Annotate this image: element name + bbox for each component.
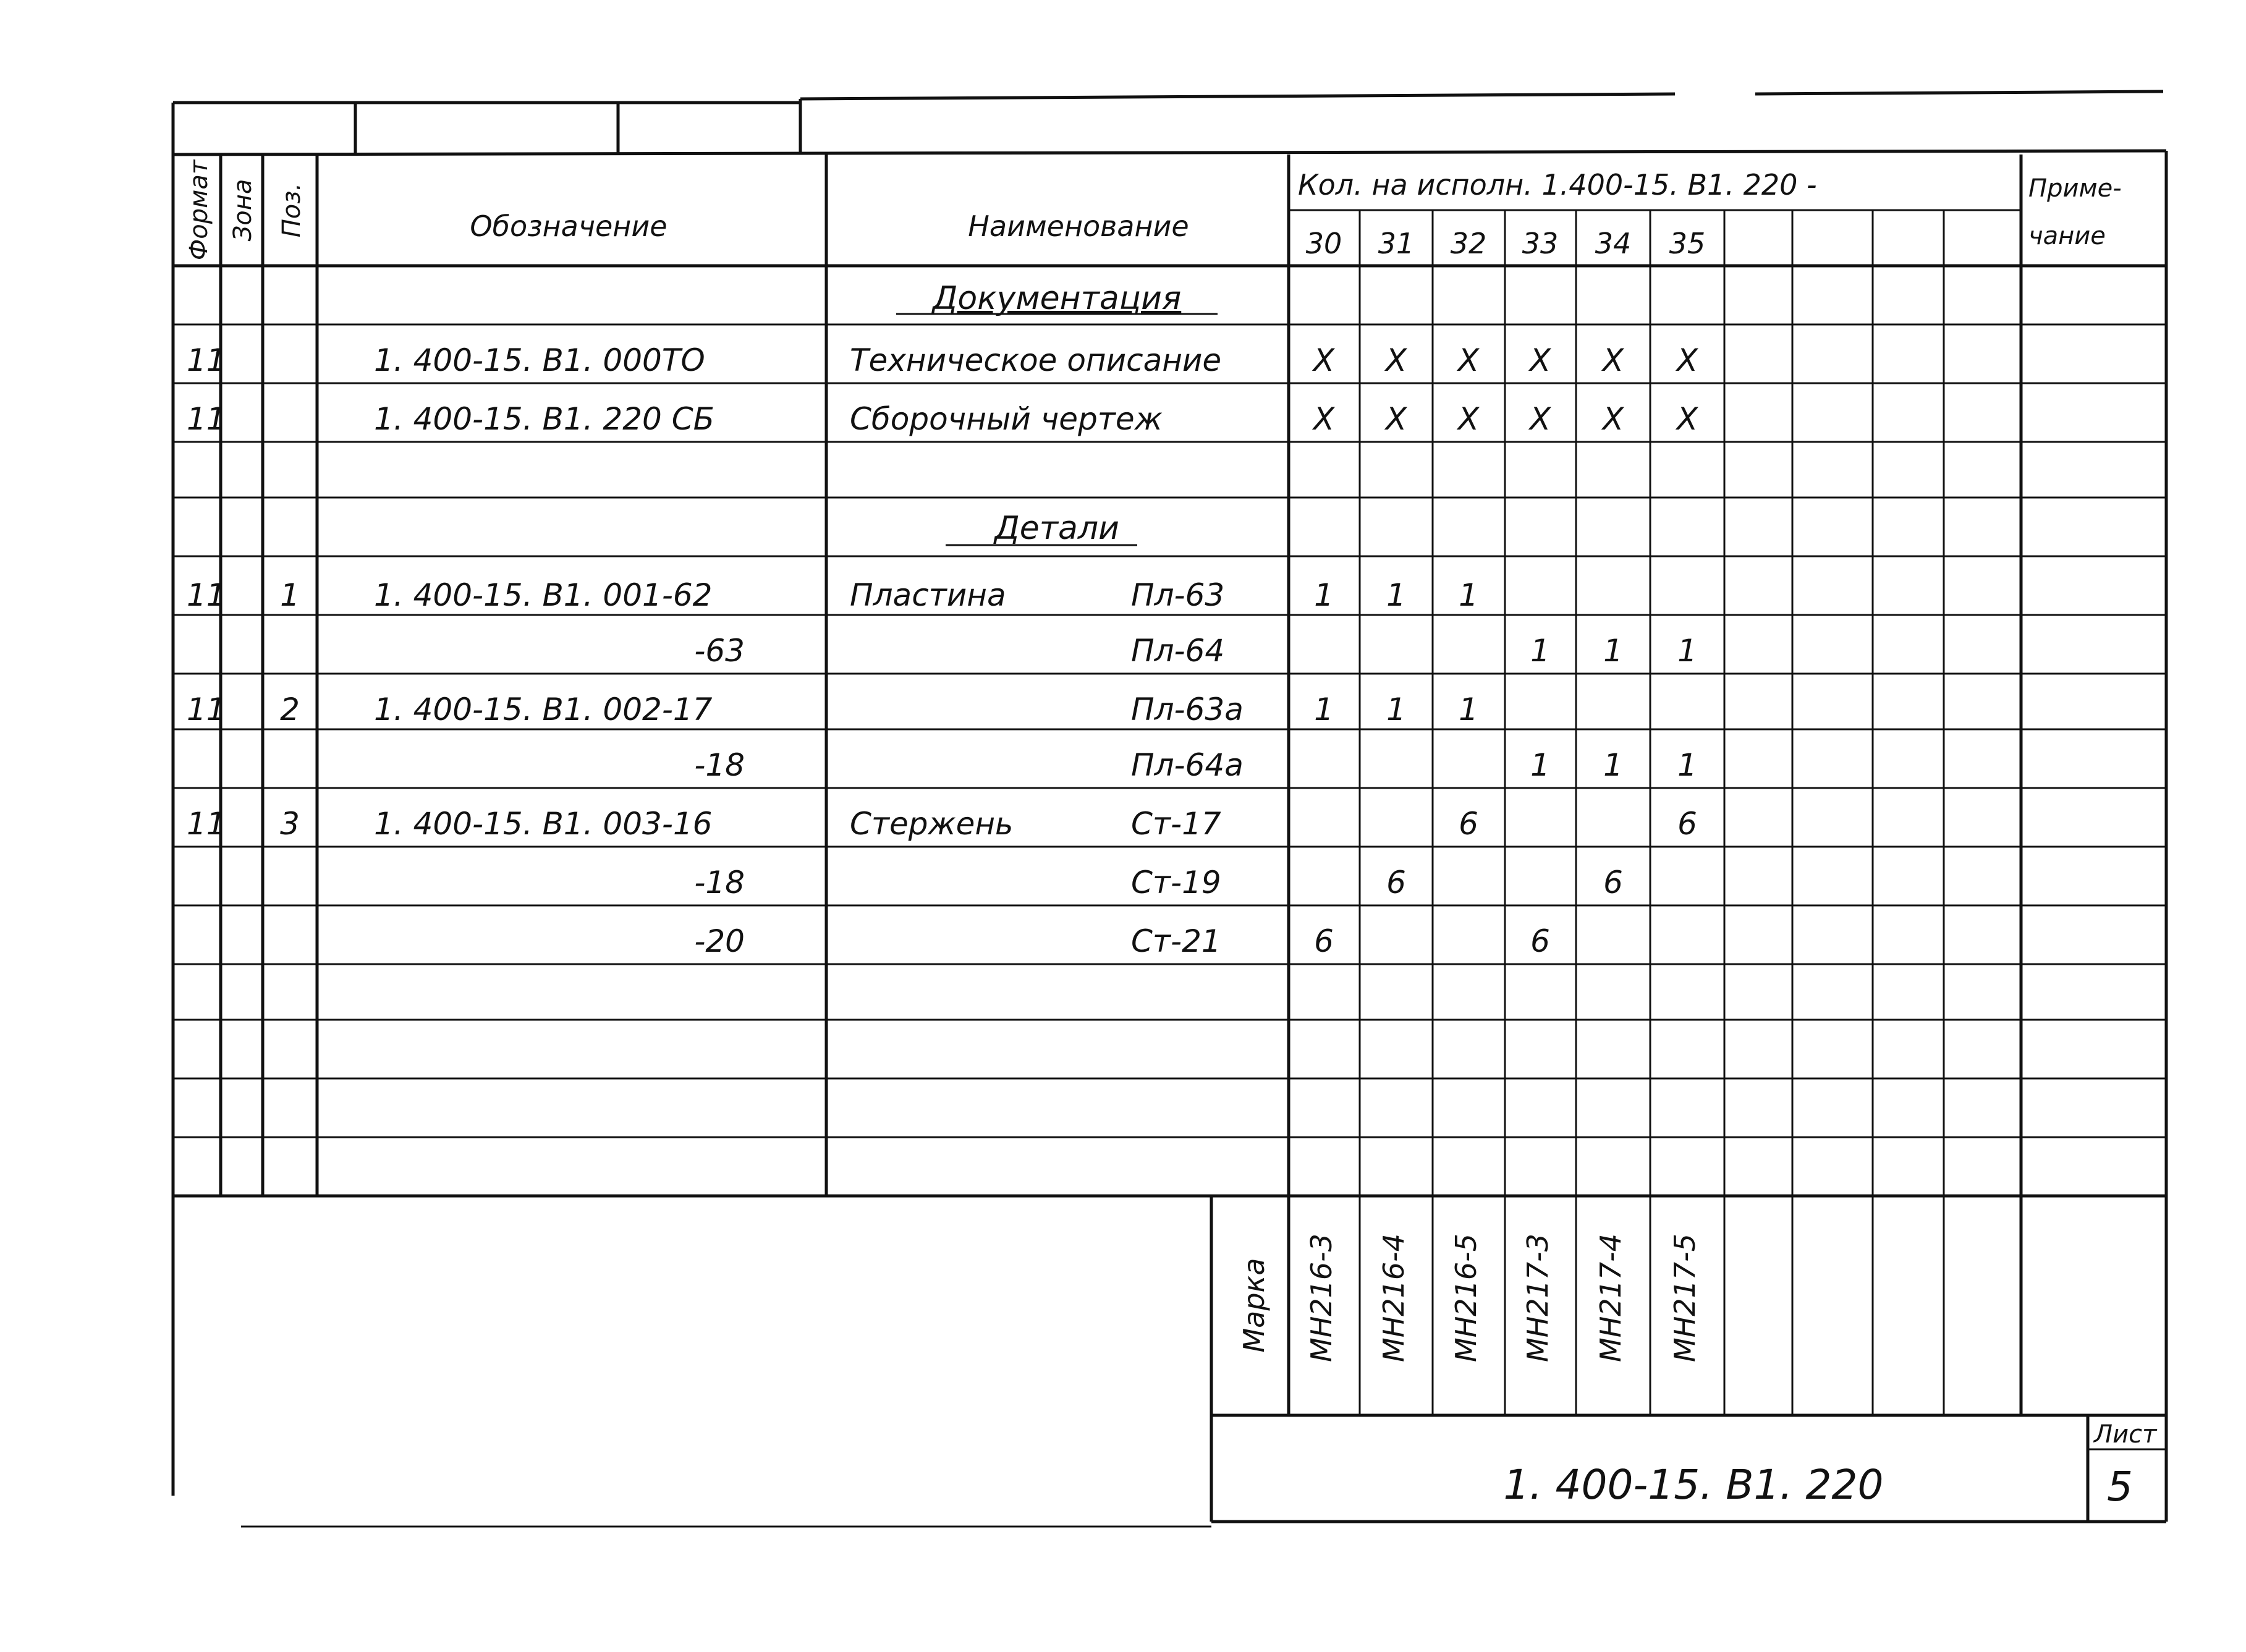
cell-qty: 1: [1603, 633, 1623, 669]
variant-header: 32: [1450, 227, 1487, 260]
cell-qty: X: [1457, 401, 1480, 437]
cell-qty: 6: [1677, 806, 1697, 842]
cell-format: 11: [187, 342, 226, 378]
col-header-designation: Обозначение: [470, 210, 667, 243]
cell-qty: 6: [1314, 923, 1334, 959]
cell-designation: -18: [694, 865, 745, 900]
cell-designation: 1. 400-15. В1. 003-16: [374, 806, 713, 842]
cell-qty: X: [1313, 342, 1335, 378]
top-stub: [173, 91, 2163, 155]
cell-designation: 1. 400-15. В1. 001-62: [374, 577, 713, 613]
cell-qty: X: [1385, 401, 1407, 437]
cell-designation: 1. 400-15. В1. 000ТО: [374, 342, 705, 378]
cell-name: Техническое описание: [850, 342, 1222, 378]
cell-mark: Пл-63а: [1131, 692, 1244, 727]
cell-designation: -18: [694, 747, 745, 783]
spec-table-body: [187, 342, 1699, 959]
mark-value: МН217-3: [1521, 1234, 1554, 1362]
variant-header: 34: [1595, 227, 1632, 260]
cell-pos: 3: [280, 806, 300, 842]
col-header-qty-title: Кол. на исполн. 1.400-15. В1. 220 -: [1298, 168, 1817, 201]
cell-mark: Ст-19: [1131, 865, 1221, 900]
cell-format: 11: [187, 401, 226, 437]
cell-qty: 1: [1530, 747, 1550, 783]
col-header-note-1: Приме-: [2028, 174, 2122, 203]
cell-qty: 1: [1677, 747, 1697, 783]
cell-format: 11: [187, 577, 226, 613]
col-header-format: Формат: [185, 159, 213, 261]
doc-number: 1. 400-15. В1. 220: [1503, 1461, 1884, 1509]
cell-pos: 1: [280, 577, 300, 613]
mark-value: МН217-4: [1594, 1234, 1627, 1362]
sheet-number: 5: [2107, 1463, 2133, 1510]
col-header-zone: Зона: [229, 179, 257, 242]
cell-qty: 1: [1677, 633, 1697, 669]
cell-qty: X: [1313, 401, 1335, 437]
mark-value: МН216-5: [1449, 1234, 1483, 1362]
marks-row: [1237, 1234, 1701, 1362]
cell-name: Пластина: [850, 577, 1006, 613]
table-row: [187, 806, 1697, 842]
cell-mark: Пл-63: [1131, 577, 1225, 613]
cell-qty: 6: [1459, 806, 1478, 842]
cell-mark: Пл-64: [1131, 633, 1225, 669]
cell-qty: X: [1676, 401, 1698, 437]
col-header-note-2: чание: [2028, 222, 2106, 250]
table-row: [694, 923, 1550, 959]
cell-qty: 1: [1314, 692, 1334, 727]
col-header-name: Наименование: [968, 210, 1189, 243]
variant-header: 35: [1669, 227, 1706, 260]
table-row: [694, 633, 1697, 669]
table-row: [187, 692, 1478, 727]
cell-name: Сборочный чертеж: [850, 401, 1163, 437]
variant-header: 31: [1378, 227, 1415, 260]
cell-mark: Пл-64а: [1131, 747, 1244, 783]
cell-qty: 1: [1530, 633, 1550, 669]
cell-qty: 6: [1386, 865, 1406, 900]
table-row: [694, 747, 1697, 783]
cell-qty: X: [1602, 342, 1624, 378]
cell-qty: X: [1385, 342, 1407, 378]
cell-qty: X: [1457, 342, 1480, 378]
cell-qty: 6: [1530, 923, 1550, 959]
cell-qty: 6: [1603, 865, 1623, 900]
cell-qty: 1: [1603, 747, 1623, 783]
cell-qty: 1: [1386, 692, 1406, 727]
quantity-grid: [1360, 210, 1944, 1415]
table-row: [187, 401, 1699, 437]
variant-header: 30: [1305, 227, 1342, 260]
section-documentation: Документация: [932, 280, 1182, 317]
cell-designation: -63: [694, 633, 745, 669]
cell-qty: X: [1602, 401, 1624, 437]
section-parts: Детали: [994, 510, 1119, 547]
cell-qty: 1: [1386, 577, 1406, 613]
cell-qty: X: [1529, 342, 1551, 378]
mark-value: МН216-3: [1305, 1234, 1338, 1362]
cell-designation: -20: [694, 923, 745, 959]
cell-qty: 1: [1459, 692, 1478, 727]
table-row: [187, 577, 1478, 613]
cell-format: 11: [187, 806, 226, 842]
cell-qty: X: [1676, 342, 1698, 378]
title-block: [1504, 1420, 2158, 1510]
marks-label: Марка: [1237, 1258, 1271, 1353]
cell-designation: 1. 400-15. В1. 220 СБ: [374, 401, 714, 437]
cell-mark: Ст-21: [1131, 923, 1221, 959]
table-row: [187, 342, 1699, 378]
mark-value: МН217-5: [1668, 1234, 1701, 1362]
cell-qty: 1: [1459, 577, 1478, 613]
cell-mark: Ст-17: [1131, 806, 1221, 842]
cell-qty: 1: [1314, 577, 1334, 613]
mark-value: МН216-4: [1377, 1234, 1410, 1362]
cell-designation: 1. 400-15. В1. 002-17: [374, 692, 713, 727]
table-row: [694, 865, 1623, 900]
cell-name: Стержень: [850, 806, 1014, 842]
cell-format: 11: [187, 692, 226, 727]
cell-qty: X: [1529, 401, 1551, 437]
col-header-pos: Поз.: [278, 182, 306, 238]
marks-values: [1305, 1234, 1701, 1362]
cell-pos: 2: [280, 692, 300, 727]
sheet-label: Лист: [2094, 1420, 2157, 1449]
variant-header: 33: [1522, 227, 1559, 260]
